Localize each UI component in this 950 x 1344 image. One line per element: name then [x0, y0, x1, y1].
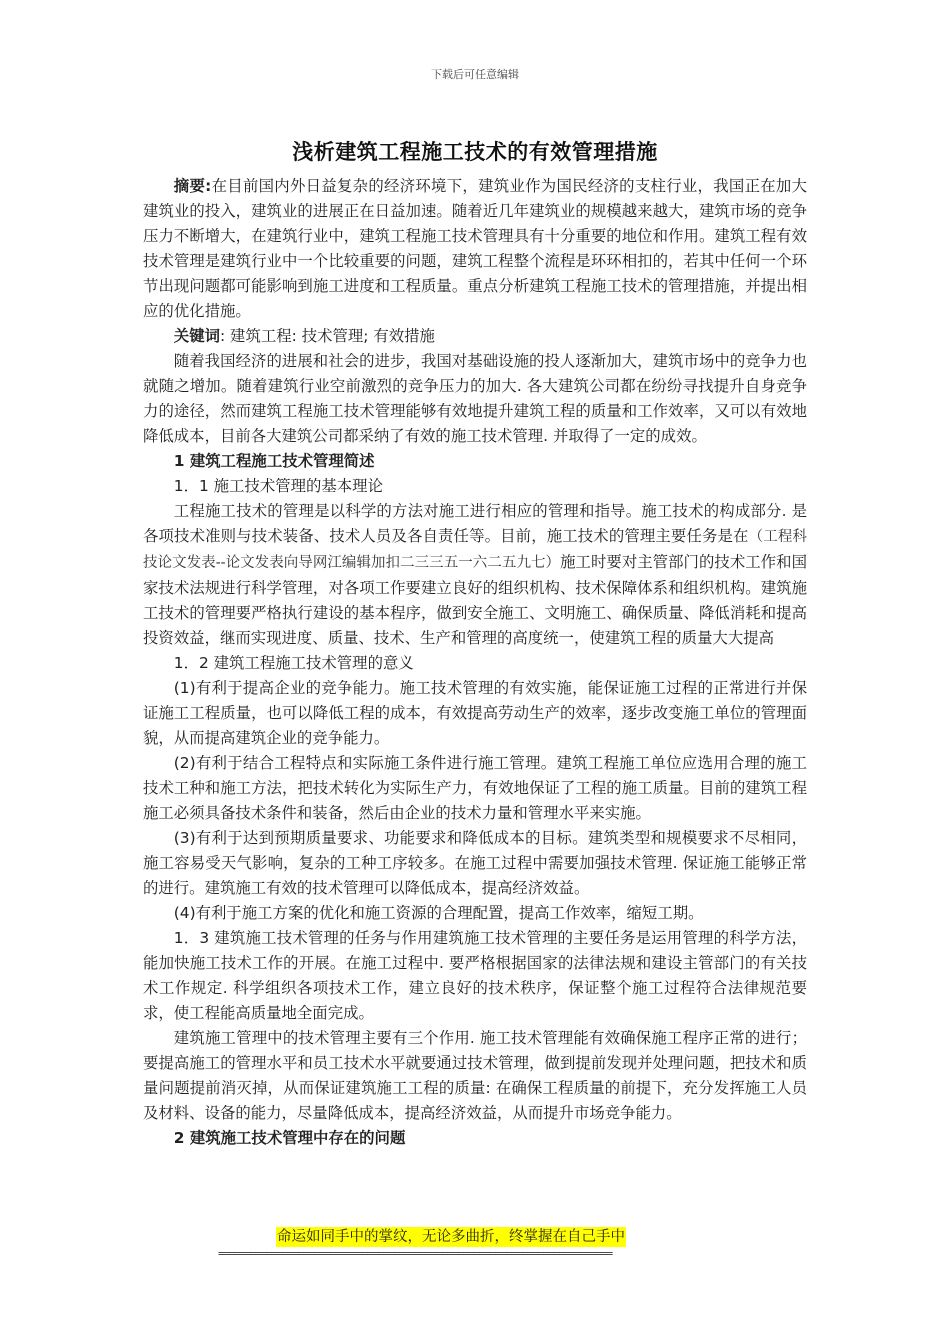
keywords-text: : 建筑工程: 技术管理; 有效措施 [219, 327, 435, 345]
significance-item-2: (2)有利于结合工程特点和实际施工条件进行施工管理。建筑工程施工单位应选用合理的施工技术工种和施工方法，把技术转化为实际生产力，有效地保证了工程的施工质量。目前的建筑工程施工必须具备技术条件和装备，然后由企业的技术力量和管理水平来实施。 [143, 754, 807, 822]
intro-paragraph: 随着我国经济的进展和社会的进步，我国对基础设施的投人逐渐加大，建筑市场中的竞争力也就随之增加。随着建筑行业空前激烈的竞争压力的加大. 各大建筑公司都在纷纷寻找提升自身竞争力的途径，然而建筑工程施工技术管理能够有效地提升建筑工程的质量和工作效率，又可以有效地降低成本，目前各大建筑公司都采纳了有效的施工技术管理. 并取得了一定的成效。 [143, 352, 807, 445]
keywords-paragraph [143, 324, 807, 349]
subsection-1-3-paragraph: 1．3 建筑施工技术管理的任务与作用建筑施工技术管理的主要任务是运用管理的科学方法，能加快施工技术工作的开展。在施工过程中. 要严格根据国家的法律法规和建设主管部门的有关技术工作规定. 科学组织各项技术工作，建立良好的技术秩序，保证整个施工过程符合法律规范要求，使工程能高质量地全面完成。 [143, 929, 807, 1022]
footer-divider: ========================================================================== [218, 1247, 612, 1260]
document-title: 浅析建筑工程施工技术的有效管理措施 [292, 140, 658, 164]
significance-item-1: (1)有利于提高企业的竞争能力。施工技术管理的有效实施，能保证施工过程的正常进行并保证施工工程质量，也可以降低工程的成本，有效提高劳动生产的效率，逐步改变施工单位的管理面貌，从而提高建筑企业的竞争能力。 [143, 679, 807, 747]
technical-management-roles-paragraph: 建筑施工管理中的技术管理主要有三个作用. 施工技术管理能有效确保施工程序正常的进行；要提高施工的管理水平和员工技术水平就要通过技术管理，做到提前发现并处理问题，把技术和质量问题提前消灭掉，从而保证建筑施工工程的质量: 在确保工程质量的前提下，充分发挥施工人员及材料、设备的能力，尽量降低成本，提高经济效益，从而提升市场竞争能力。 [143, 1029, 807, 1122]
page-header-note: 下载后可任意编辑 [431, 68, 519, 81]
keywords-label: 关键词 [173, 327, 220, 345]
publication-note: （工程科技论文发表--论文发表向导网江编辑加扣二三三五一六二五九七） [143, 529, 807, 571]
significance-item-3: (3)有利于达到预期质量要求、功能要求和降低成本的目标。建筑类型和规模要求不尽相同，施工容易受天气影响，复杂的工种工序较多。在施工过程中需要加强技术管理. 保证施工能够正常的进行。建筑施工有效的技术管理可以降低成本，提高经济效益。 [143, 829, 807, 897]
section-2-heading: 2 建筑施工技术管理中存在的问题 [173, 1129, 406, 1147]
subsection-1-1-paragraph [143, 499, 807, 651]
footer-quote: 命运如同手中的掌纹，无论多曲折，终掌握在自己手中 [277, 1229, 625, 1245]
document-body [143, 174, 807, 1151]
significance-item-4: (4)有利于施工方案的优化和施工资源的合理配置，提高工作效率，缩短工期。 [173, 904, 704, 922]
paragraph-text-end: 施工时要对主管部门的技术工作和国家技术法规进行科学管理，对各项工作要建立良好的组织机构、技术保障体系和组织机构。建筑施工技术的管理要严格执行建设的基本程序，做到安全施工、文明施工、确保质量、降低消耗和提高投资效益，继而实现进度、质量、技术、生产和管理的高度统一，使建筑工程的质量大大提高 [143, 553, 807, 647]
subsection-1-2-heading: 1．2 建筑工程施工技术管理的意义 [173, 654, 414, 672]
subsection-1-1-heading: 1．1 施工技术管理的基本理论 [173, 477, 383, 495]
paragraph-text-start: 工程施工技术的管理是以科学的方法对施工进行相应的管理和指导。施工技术的构成部分. 是各项技术准则与技术装备、技术人员及各自责任等。目前，施工技术的管理主要任务是在 [143, 502, 807, 545]
abstract-paragraph [143, 174, 807, 324]
abstract-text: 在目前国内外日益复杂的经济环境下，建筑业作为国民经济的支柱行业，我国正在加大建筑业的投入，建筑业的进展正在日益加速。随着近几年建筑业的规模越来越大，建筑市场的竞争压力不断增大，在建筑行业中，建筑工程施工技术管理具有十分重要的地位和作用。建筑工程有效技术管理是建筑行业中一个比较重要的问题，建筑工程整个流程是环环相扣的，若其中任何一个环节出现问题都可能影响到施工进度和工程质量。重点分析建筑工程施工技术的管理措施，并提出相应的优化措施。 [143, 177, 807, 320]
section-1-heading: 1 建筑工程施工技术管理简述 [173, 452, 375, 470]
abstract-label: 摘要: [173, 177, 212, 195]
